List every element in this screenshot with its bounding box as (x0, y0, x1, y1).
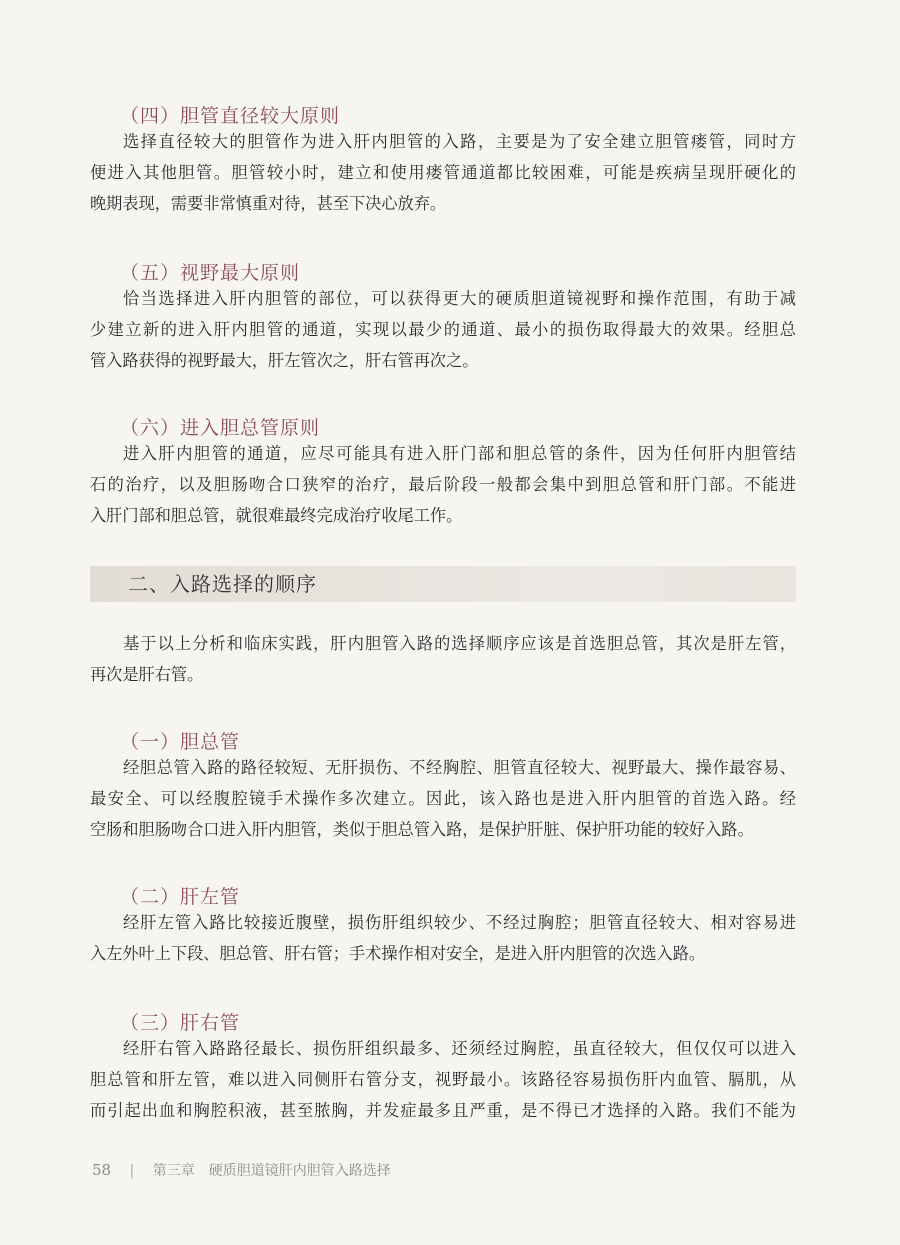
text-line: 石的治疗，以及胆肠吻合口狭窄的治疗，最后阶段一般都会集中到胆总管和肝门部。不能进 (90, 475, 796, 494)
subsection-heading-3: （三）肝右管 (120, 1012, 241, 1034)
text-line: 恰当选择进入肝内胆管的部位，可以获得更大的硬质胆道镜视野和操作范围，有助于减 (123, 289, 796, 308)
paragraph-intro (90, 628, 796, 690)
text-line: 进入肝内胆管的通道，应尽可能具有进入肝门部和胆总管的条件，因为任何肝内胆管结 (123, 444, 796, 463)
subsection-heading-1: （一）胆总管 (120, 731, 241, 753)
text-line: 入肝门部和胆总管，就很难最终完成治疗收尾工作。 (90, 506, 463, 525)
paragraph-view-principle (90, 283, 796, 376)
subsection-heading-6: （六）进入胆总管原则 (120, 417, 321, 439)
paragraph-left-hepatic-route (90, 907, 796, 969)
text-line: 管入路获得的视野最大，肝左管次之，肝右管再次之。 (90, 351, 479, 370)
text-line: 基于以上分析和临床实践，肝内胆管入路的选择顺序应该是首选胆总管，其次是肝左管， (123, 634, 796, 653)
subsection-heading-2: （二）肝左管 (120, 886, 241, 908)
text-line: 胆总管和肝左管，难以进入同侧肝右管分支，视野最小。该路径容易损伤肝内血管、膈肌，从 (90, 1070, 796, 1089)
paragraph-diameter-principle (90, 126, 796, 219)
page-footer (92, 1160, 391, 1180)
text-line: 最安全、可以经腹腔镜手术操作多次建立。因此，该入路也是进入肝内胆管的首选入路。经 (90, 789, 796, 808)
paragraph-right-hepatic-route (90, 1033, 796, 1126)
section-title: 二、入路选择的顺序 (128, 572, 317, 596)
text-line: 经肝右管入路路径最长、损伤肝组织最多、还须经过胸腔，虽直径较大，但仅仅可以进入 (123, 1039, 796, 1058)
text-line: 再次是肝右管。 (90, 665, 204, 684)
text-line: 经胆总管入路的路径较短、无肝损伤、不经胸腔、胆管直径较大、视野最大、操作最容易、 (123, 758, 796, 777)
text-line: 经肝左管入路比较接近腹壁，损伤肝组织较少、不经过胸腔；胆管直径较大、相对容易进 (123, 913, 796, 932)
text-line: 而引起出血和胸腔积液，甚至脓胸，并发症最多且严重，是不得已才选择的入路。我们不能为 (90, 1101, 796, 1120)
subsection-heading-4: （四）胆管直径较大原则 (120, 105, 341, 127)
text-line: 入左外叶上下段、胆总管、肝右管；手术操作相对安全，是进入肝内胆管的次选入路。 (90, 944, 706, 963)
footer-separator: | (129, 1163, 135, 1179)
chapter-title: 第三章 硬质胆道镜肝内胆管入路选择 (152, 1163, 391, 1179)
paragraph-cbd-principle (90, 438, 796, 531)
subsection-heading-5: （五）视野最大原则 (120, 262, 301, 284)
text-line: 空肠和胆肠吻合口进入肝内胆管，类似于胆总管入路，是保护肝脏、保护肝功能的较好入路。 (90, 820, 754, 839)
paragraph-cbd-route (90, 752, 796, 845)
text-line: 少建立新的进入肝内胆管的通道，实现以最少的通道、最小的损伤取得最大的效果。经胆总 (90, 320, 796, 339)
page-number: 58 (92, 1161, 112, 1179)
text-line: 便进入其他胆管。胆管较小时，建立和使用瘘管通道都比较困难，可能是疾病呈现肝硬化的 (90, 163, 796, 182)
text-line: 晚期表现，需要非常慎重对待，甚至下决心放弃。 (90, 194, 447, 213)
text-line: 选择直径较大的胆管作为进入肝内胆管的入路，主要是为了安全建立胆管瘘管，同时方 (123, 132, 796, 151)
